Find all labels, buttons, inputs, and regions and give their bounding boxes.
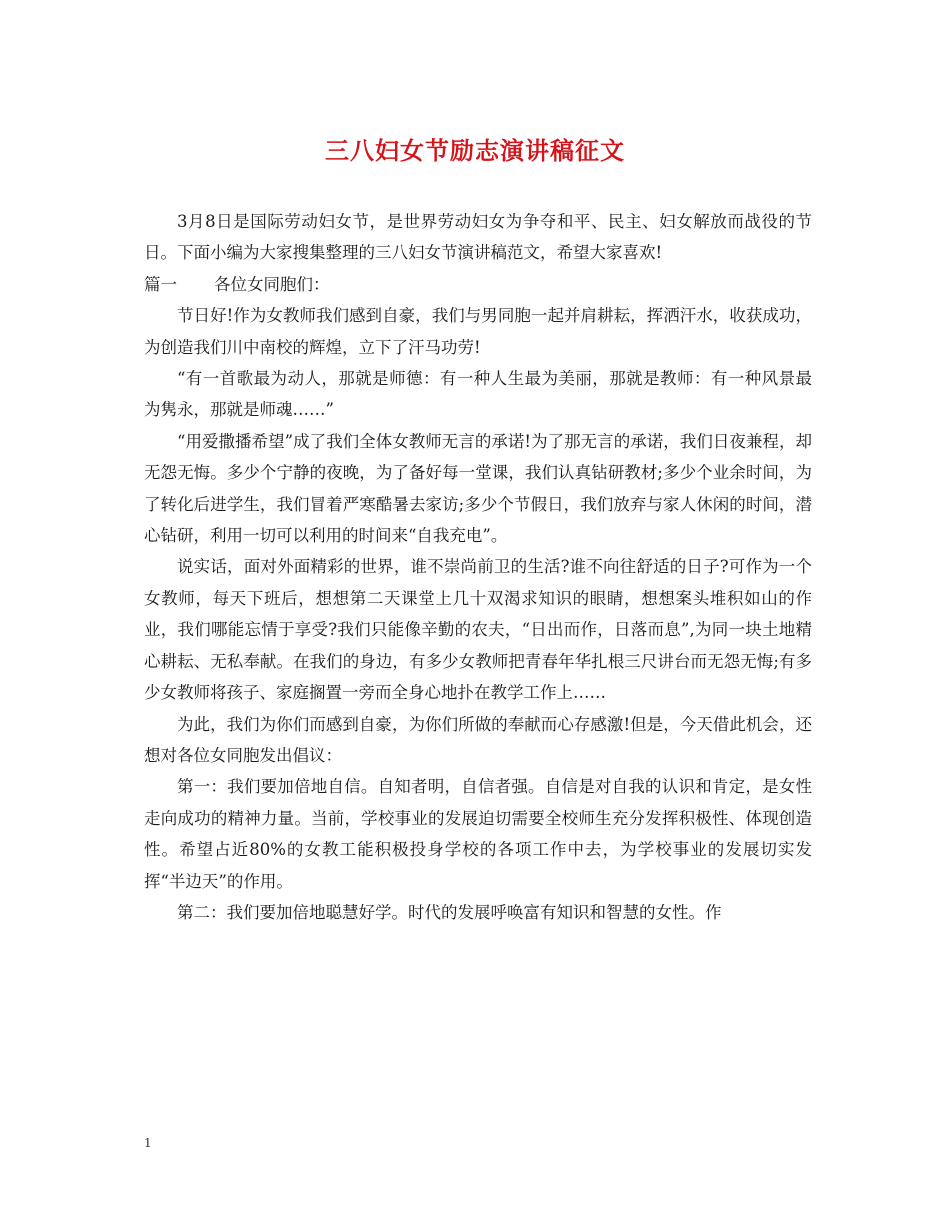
body-paragraph: “有一首歌最为动人，那就是师德：有一种人生最为美丽，那就是教师：有一种风景最为隽永，那就是师魂……” [144, 369, 812, 420]
body-paragraph: 第二：我们要加倍地聪慧好学。时代的发展呼唤富有知识和智慧的女性。作 [177, 902, 722, 922]
body-paragraph: 为此，我们为你们而感到自豪，为你们所做的奉献而心存感激!但是，今天借此机会，还想对各位女同胞发出倡议： [144, 714, 812, 765]
opening-line [144, 269, 812, 300]
intro-paragraph: 3月8日是国际劳动妇女节，是世界劳动妇女为争夺和平、民主、妇女解放而战役的节日。下面小编为大家搜集整理的三八妇女节演讲稿范文，希望大家喜欢! [144, 212, 812, 263]
body-paragraph: 节日好!作为女教师我们感到自豪，我们与男同胞一起并肩耕耘，挥洒汗水，收获成功，为创造我们川中南校的辉煌，立下了汗马功劳! [144, 306, 812, 357]
section-label: 篇一 [144, 274, 177, 294]
document-title: 三八妇女节励志演讲稿征文 [325, 136, 625, 165]
body-paragraph: 第一：我们要加倍地自信。自知者明，自信者强。自信是对自我的认识和肯定，是女性走向成功的精神力量。当前，学校事业的发展迫切需要全校师生充分发挥积极性、体现创造性。希望占近80%的女教工能积极投身学校的各项工作中去，为学校事业的发展切实发挥“半边天”的作用。 [144, 777, 812, 891]
page-number: 1 [144, 1136, 152, 1150]
document-body [144, 206, 812, 928]
body-paragraph: “用爱撒播希望”成了我们全体女教师无言的承诺!为了那无言的承诺，我们日夜兼程，却无怨无悔。多少个宁静的夜晚，为了备好每一堂课，我们认真钻研教材;多少个业余时间，为了转化后进学生，我们冒着严寒酷暑去家访;多少个节假日，我们放弃与家人休闲的时间，潜心钻研，利用一切可以利用的时间来“自我充电”。 [144, 431, 812, 546]
salutation: 各位女同胞们： [214, 274, 330, 294]
body-paragraph: 说实话，面对外面精彩的世界，谁不崇尚前卫的生活?谁不向往舒适的日子?可作为一个女教师，每天下班后，想想第二天课堂上几十双渴求知识的眼睛，想想案头堆积如山的作业，我们哪能忘情于享受?我们只能像辛勤的农夫，“日出而作，日落而息”,为同一块土地精心耕耘、无私奉献。在我们的身边，有多少女教师把青春年华扎根三尺讲台而无怨无悔;有多少女教师将孩子、家庭搁置一旁而全身心地扑在教学工作上…… [144, 557, 812, 703]
